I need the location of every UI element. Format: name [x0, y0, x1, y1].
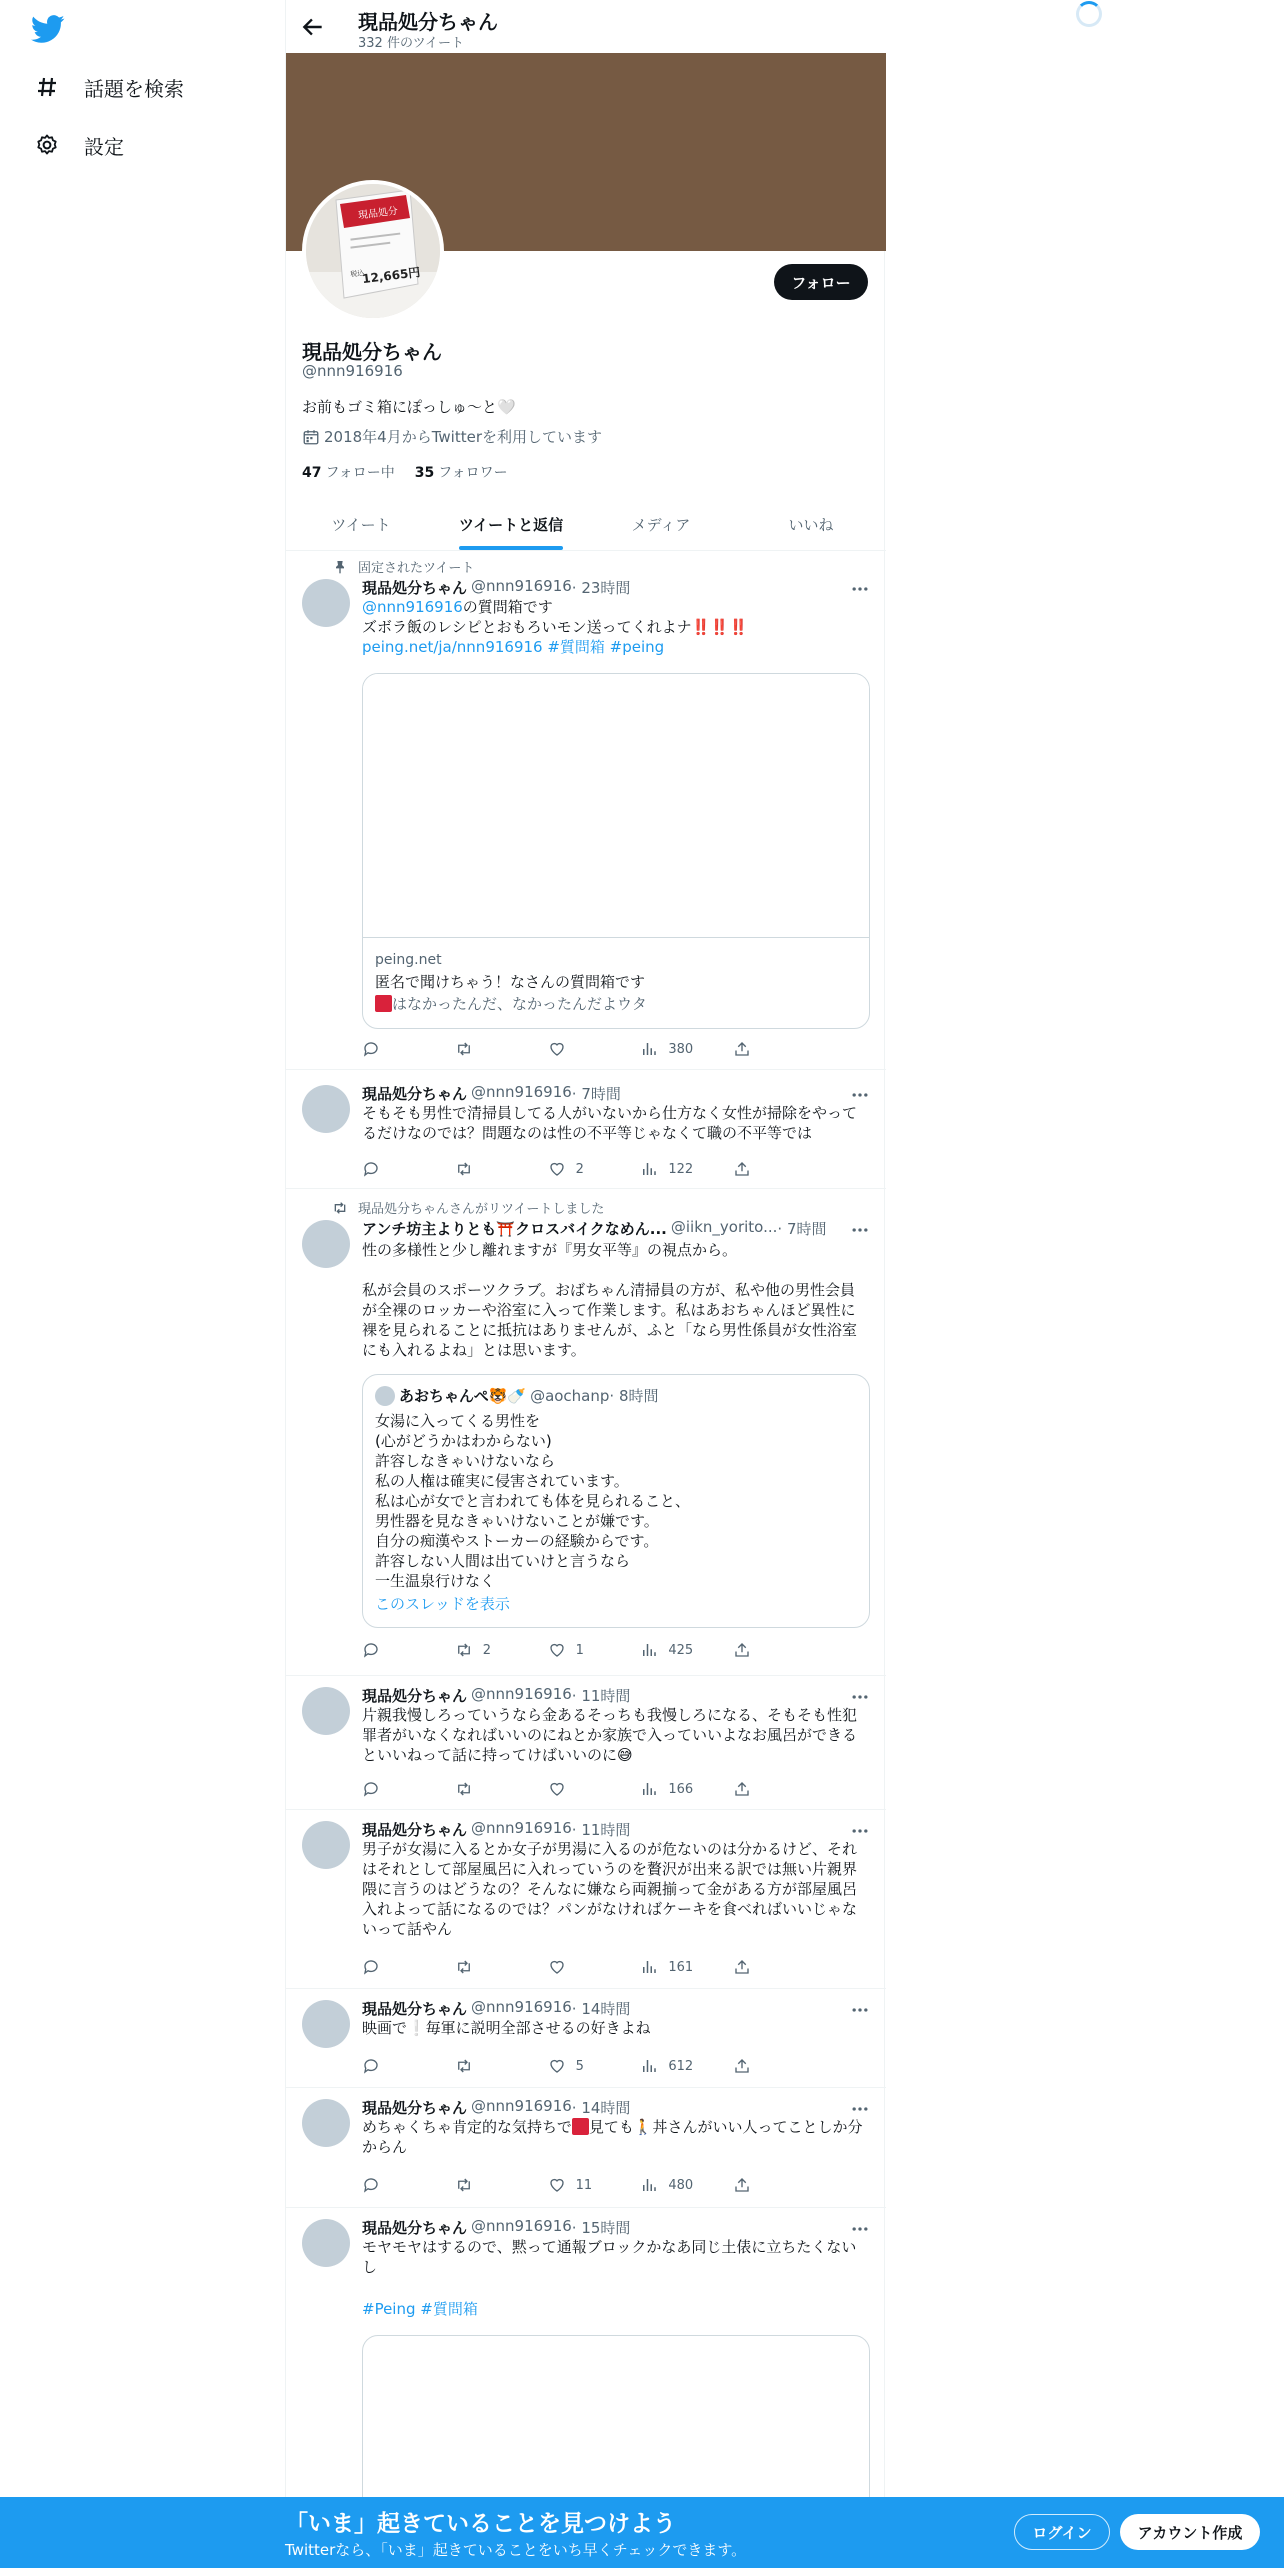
avatar[interactable]	[302, 1687, 350, 1735]
share-button[interactable]	[733, 2175, 826, 2195]
tweet-actions	[362, 2056, 826, 2076]
tweet-time[interactable]: · 7時間	[571, 1085, 621, 1103]
nav-item-label: 話題を検索	[84, 76, 184, 101]
heart-icon	[548, 1160, 566, 1178]
author-handle[interactable]: @nnn916916	[471, 2097, 572, 2115]
card-domain: peing.net	[375, 952, 442, 968]
retweet-icon	[455, 1160, 473, 1178]
like-button[interactable]: 2	[548, 1159, 641, 1179]
like-button[interactable]: 1	[548, 1640, 641, 1660]
tweet-actions	[362, 1159, 826, 1179]
tweet-actions	[362, 1957, 826, 1977]
views-button[interactable]: 380	[640, 1039, 733, 1059]
profile-header	[286, 0, 886, 53]
retweet-icon	[455, 2176, 473, 2194]
tweet-time[interactable]: · 15時間	[571, 2219, 631, 2237]
header-title: 現品処分ちゃん	[358, 10, 498, 34]
author-name[interactable]: 現品処分ちゃん	[362, 1085, 468, 1103]
banner-title: 「いま」起きていることを見つけよう	[285, 2511, 676, 2537]
hashtag-links[interactable]: #Peing #質問箱	[362, 2300, 478, 2318]
more-options-icon[interactable]	[850, 1220, 870, 1240]
tweet-actions	[362, 1640, 826, 1660]
reply-icon	[362, 1780, 380, 1798]
share-icon	[733, 1958, 751, 1976]
active-tab-indicator	[459, 546, 563, 550]
tweet-text: 性の多様性と少し離れますが『男女平等』の視点から。 私が会員のスポーツクラブ。おばちゃん清掃員の方が、私や他の男性会員が全裸のロッカーや浴室に入って作業します。私はあおちゃんほど異性に裸を見られることに抵抗はありませんが、ふと「なら男性係員が女性浴室にも入れるよね」とは思います。	[362, 1241, 858, 1359]
following-link[interactable]: 47 フォロー中	[302, 465, 395, 481]
tab-likes[interactable]: いいね	[788, 515, 834, 534]
reply-icon	[362, 1641, 380, 1659]
avatar[interactable]	[302, 1220, 350, 1268]
views-button[interactable]: 161	[640, 1957, 733, 1977]
reply-button[interactable]	[362, 1779, 455, 1799]
tweet-count: 332 件のツイート	[358, 36, 465, 51]
reply-icon	[362, 1160, 380, 1178]
author-handle[interactable]: @nnn916916	[471, 1083, 572, 1101]
more-options-icon[interactable]	[850, 1687, 870, 1707]
author-name[interactable]: 現品処分ちゃん	[362, 1821, 468, 1839]
like-button[interactable]	[548, 1039, 641, 1059]
card-description: はなかったんだ、なかったんだよウタ	[375, 994, 647, 1014]
tab-tweets-and-replies[interactable]: ツイートと返信	[436, 498, 586, 550]
avatar[interactable]	[302, 1821, 350, 1869]
tweet-text: 映画で❕毎軍に説明全部させるの好きよね	[362, 2019, 651, 2037]
retweet-button[interactable]	[455, 1039, 548, 1059]
quote-author-handle: @aochanp	[530, 1386, 610, 1405]
share-button[interactable]	[733, 1159, 826, 1179]
like-button[interactable]	[548, 1957, 641, 1977]
retweet-icon	[455, 1040, 473, 1058]
author-name[interactable]: 現品処分ちゃん	[362, 2000, 468, 2018]
heart-icon	[548, 1641, 566, 1659]
profile-tabs	[286, 498, 886, 551]
avatar[interactable]	[302, 2099, 350, 2147]
reply-button[interactable]	[362, 1159, 455, 1179]
tweet-links[interactable]: peing.net/ja/nnn916916 #質問箱 #peing	[362, 638, 665, 656]
calendar-icon	[302, 428, 320, 446]
tweet-actions	[362, 2175, 826, 2195]
like-button[interactable]: 5	[548, 2056, 641, 2076]
heart-icon	[548, 1040, 566, 1058]
back-arrow-icon[interactable]	[300, 14, 326, 40]
quote-header	[375, 1385, 659, 1406]
views-chart-icon	[640, 1958, 658, 1976]
retweet-button[interactable]	[455, 1957, 548, 1977]
author-name[interactable]: 現品処分ちゃん	[362, 1687, 468, 1705]
tweet-time[interactable]: · 23時間	[571, 579, 631, 597]
retweet-icon	[455, 1958, 473, 1976]
share-button[interactable]	[733, 1779, 826, 1799]
tweet-actions	[362, 1039, 826, 1059]
followers-link[interactable]: 35 フォロワー	[414, 465, 508, 481]
joined-text: 2018年4月からTwitterを利用しています	[324, 428, 602, 446]
avatar-price-label: 税込	[349, 268, 365, 279]
author-handle[interactable]: @nnn916916	[471, 1685, 572, 1703]
share-button[interactable]	[733, 1640, 826, 1660]
share-button[interactable]	[733, 2056, 826, 2076]
nav-item-explore[interactable]	[34, 67, 184, 107]
reply-icon	[362, 1040, 380, 1058]
profile-avatar[interactable]	[302, 180, 444, 322]
author-name[interactable]: 現品処分ちゃん	[362, 579, 468, 597]
reply-icon	[362, 1958, 380, 1976]
tweet-header	[362, 1685, 870, 1705]
tweet-header	[362, 1998, 870, 2018]
share-button[interactable]	[733, 1039, 826, 1059]
share-icon	[733, 2057, 751, 2075]
tweet[interactable]	[286, 1071, 886, 1189]
tweet-text: そもそも男性で清掃員してる人がいないから仕方なく女性が掃除をやってるだけなのでは？問題なのは性の不平等じゃなくて職の不平等では	[362, 1104, 858, 1142]
tweet-text: 片親我慢しろっていうなら金あるそっちも我慢しろになる、そもそも性犯罪者がいなくなればいいのにねとか家族で入っていいよなお風呂ができるといいねって話に持ってけばいいのに😅	[362, 1706, 858, 1764]
tweet-time[interactable]: · 14時間	[571, 2000, 631, 2018]
login-button[interactable]: ログイン	[1014, 2514, 1110, 2550]
more-options-icon[interactable]	[850, 2000, 870, 2020]
reply-button[interactable]	[362, 2056, 455, 2076]
card-image	[363, 674, 869, 938]
more-options-icon[interactable]	[850, 1821, 870, 1841]
tweet[interactable]	[286, 1811, 886, 1989]
loading-spinner	[1076, 1, 1102, 27]
retweet-context: 現品処分ちゃんさんがリツイートしました	[332, 1198, 604, 1217]
author-handle[interactable]: @iikn_yorito...	[670, 1218, 778, 1236]
signup-button[interactable]: アカウント作成	[1120, 2514, 1260, 2550]
reply-icon	[362, 2176, 380, 2194]
like-button[interactable]	[548, 1779, 641, 1799]
heart-icon	[548, 1780, 566, 1798]
tab-tweets[interactable]: ツイート	[331, 515, 391, 534]
reply-button[interactable]	[362, 1640, 455, 1660]
reply-button[interactable]	[362, 2175, 455, 2195]
share-icon	[733, 1040, 751, 1058]
signup-banner	[0, 2497, 1284, 2568]
retweet-icon	[455, 2057, 473, 2075]
tweet-time[interactable]: · 11時間	[571, 1687, 631, 1705]
tweet[interactable]	[286, 2089, 886, 2208]
tweet-header	[362, 1083, 870, 1103]
views-button[interactable]: 480	[640, 2175, 733, 2195]
tweet-header	[362, 1819, 870, 1839]
tweet[interactable]	[286, 1190, 886, 1676]
tweet-header	[362, 2217, 870, 2237]
nav-item-settings[interactable]	[34, 125, 124, 165]
red-square-emoji	[375, 995, 392, 1012]
more-options-icon[interactable]	[850, 2219, 870, 2239]
views-chart-icon	[640, 1780, 658, 1798]
follow-button[interactable]: フォロー	[774, 264, 868, 300]
tweet[interactable]	[286, 1990, 886, 2088]
tweet-text: 男子が女湯に入るとか女子が男湯に入るのが危ないのは分かるけど、それはそれとして部屋風呂に入れっていうのを贅沢が出来る訳では無い片親界隈に言うのはどうなの？そんなに嫌なら両親揃って金がある方が部屋風呂入れよって話になるのでは？パンがなければケーキを食べればいいじゃないって話やん	[362, 1840, 858, 1938]
avatar-sign-text: 現品処分	[357, 205, 399, 222]
tweet-text: @nnn916916の質問箱です ズボラ飯のレシピとおもろいモン送ってくれよナ‼️‼️‼️ peing.net/ja/nnn916916 #質問箱 #peing	[362, 598, 748, 656]
views-button[interactable]: 122	[640, 1159, 733, 1179]
profile-handle: @nnn916916	[302, 362, 403, 380]
share-icon	[733, 1160, 751, 1178]
retweet-icon	[332, 1200, 348, 1216]
mention-link[interactable]: @nnn916916	[362, 598, 463, 616]
avatar[interactable]	[302, 2000, 350, 2048]
heart-icon	[548, 2176, 566, 2194]
profile-stats	[302, 462, 508, 482]
profile-joined	[302, 426, 602, 447]
heart-icon	[548, 2057, 566, 2075]
heart-icon	[548, 1958, 566, 1976]
tweet-header	[362, 577, 870, 597]
author-name[interactable]: アンチ坊主よりとも⛩️クロスバイクなめん...	[362, 1220, 667, 1238]
more-options-icon[interactable]	[850, 1085, 870, 1105]
pinned-label: 固定されたツイート	[332, 557, 474, 576]
like-button[interactable]: 11	[548, 2175, 641, 2195]
tab-media[interactable]: メディア	[631, 515, 691, 534]
avatar[interactable]	[302, 579, 350, 627]
red-square-emoji	[572, 2118, 589, 2135]
tweet-actions	[362, 1779, 826, 1799]
profile-name: 現品処分ちゃん	[302, 340, 442, 364]
retweet-button[interactable]	[455, 1779, 548, 1799]
link-card[interactable]	[362, 673, 870, 1029]
retweet-button[interactable]: 2	[455, 1640, 548, 1660]
profile-bio: お前もゴミ箱にぽっしゅ〜と🤍	[302, 398, 516, 416]
reply-button[interactable]	[362, 1957, 455, 1977]
tweet[interactable]	[286, 1677, 886, 1810]
tweet-time[interactable]: · 7時間	[777, 1220, 827, 1238]
banner-subtitle: Twitterなら、「いま」起きていることをいち早くチェックできます。	[285, 2541, 747, 2559]
more-options-icon[interactable]	[850, 579, 870, 599]
main-column	[285, 0, 885, 2568]
tweet-header	[362, 1218, 870, 1238]
share-button[interactable]	[733, 1957, 826, 1977]
tweet[interactable]	[286, 2209, 886, 2509]
author-handle[interactable]: @nnn916916	[471, 1998, 572, 2016]
avatar-price: 12,665円	[361, 265, 422, 287]
retweet-icon	[455, 1641, 473, 1659]
author-handle[interactable]: @nnn916916	[471, 577, 572, 595]
tweet-time[interactable]: · 11時間	[571, 1821, 631, 1839]
author-name[interactable]: 現品処分ちゃん	[362, 2099, 468, 2117]
share-icon	[733, 1780, 751, 1798]
views-chart-icon	[640, 1160, 658, 1178]
quote-time: · 8時間	[609, 1387, 659, 1405]
avatar	[375, 1386, 395, 1406]
views-button[interactable]: 612	[640, 2056, 733, 2076]
reply-button[interactable]	[362, 1039, 455, 1059]
tweet-header	[362, 2097, 870, 2117]
tweet[interactable]	[286, 551, 886, 1070]
views-chart-icon	[640, 2057, 658, 2075]
views-button[interactable]: 425	[640, 1640, 733, 1660]
avatar[interactable]	[302, 1085, 350, 1133]
views-button[interactable]: 166	[640, 1779, 733, 1799]
card-title: 匿名で聞けちゃう！なさんの質問箱です	[375, 973, 646, 991]
show-thread-link[interactable]: このスレッドを表示	[375, 1595, 510, 1613]
share-icon	[733, 2176, 751, 2194]
author-handle[interactable]: @nnn916916	[471, 1819, 572, 1837]
tweet-time[interactable]: · 14時間	[571, 2099, 631, 2117]
retweet-button[interactable]	[455, 2056, 548, 2076]
author-name[interactable]: 現品処分ちゃん	[362, 2219, 468, 2237]
views-chart-icon	[640, 1040, 658, 1058]
more-options-icon[interactable]	[850, 2099, 870, 2119]
pin-icon	[332, 559, 348, 575]
twitter-bird-icon[interactable]	[31, 12, 65, 46]
quote-tweet[interactable]	[362, 1374, 870, 1628]
hashtag-icon	[34, 74, 60, 100]
views-chart-icon	[640, 1641, 658, 1659]
avatar[interactable]	[302, 2219, 350, 2267]
quote-text: 女湯に入ってくる男性を (心がどうかはわからない) 許容しなきゃいけないなら 私の人権は確実に侵害されています。 私は心が女でと言われても体を見られること、 男性器を見なきゃいけないことが嫌です。 自分の痴漢やストーカーの経験からです。 許容しない人間は出ていけと言うなら 一生温泉行けなく	[375, 1412, 691, 1590]
tweet-text: めちゃくちゃ肯定的な気持ちで 見ても🚶丼さんがいい人ってことしか分からん	[362, 2118, 863, 2156]
retweet-button[interactable]	[455, 1159, 548, 1179]
views-chart-icon	[640, 2176, 658, 2194]
retweet-icon	[455, 1780, 473, 1798]
quote-author-name: あおちゃんぺ🐯🍼	[399, 1387, 527, 1405]
gear-icon	[34, 132, 60, 158]
tweet-text: モヤモヤはするので、黙って通報ブロックかなあ同じ土俵に立ちたくないし	[362, 2238, 857, 2276]
author-handle[interactable]: @nnn916916	[471, 2217, 572, 2235]
retweet-button[interactable]	[455, 2175, 548, 2195]
reply-icon	[362, 2057, 380, 2075]
nav-item-label: 設定	[84, 134, 124, 159]
share-icon	[733, 1641, 751, 1659]
